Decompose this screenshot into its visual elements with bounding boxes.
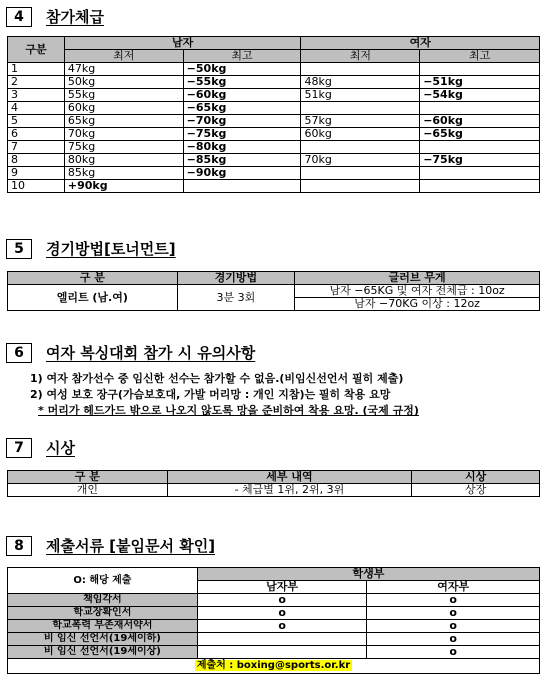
male-mark: o <box>197 607 367 620</box>
glove-weight-1: 남자 −65KG 및 여자 전체급 : 10oz <box>295 285 540 298</box>
header-female: 여자부 <box>367 581 540 594</box>
table-row <box>8 128 540 141</box>
header-glove: 글러브 무게 <box>295 272 540 285</box>
section-number: 7 <box>6 438 32 458</box>
document-name: 책임각서 <box>8 594 198 607</box>
female-max <box>420 167 540 180</box>
section-title: 여자 복싱대회 참가 시 유의사항 <box>46 344 256 362</box>
section-title: 참가체급 <box>46 8 104 26</box>
document-name: 학교폭력 부존재서약서 <box>8 620 198 633</box>
document-name: 비 임신 선언서(19세이하) <box>8 633 198 646</box>
submit-row <box>8 659 540 674</box>
female-mark: o <box>367 620 540 633</box>
section-number: 5 <box>6 239 32 259</box>
award-table <box>7 470 540 497</box>
table-row <box>8 180 540 193</box>
class-no: 1 <box>8 63 65 76</box>
detail-cell: - 체급별 1위, 2위, 3위 <box>167 484 412 497</box>
header-max: 최고 <box>183 50 301 63</box>
male-max: −55kg <box>183 76 301 89</box>
female-min <box>301 180 420 193</box>
header-group: 구분 <box>8 37 65 63</box>
female-max <box>420 102 540 115</box>
class-no: 5 <box>8 115 65 128</box>
female-mark: o <box>367 594 540 607</box>
section-title: 시상 <box>46 439 75 457</box>
female-min <box>301 102 420 115</box>
female-max <box>420 180 540 193</box>
female-mark: o <box>367 607 540 620</box>
female-max: −60kg <box>420 115 540 128</box>
header-female: 여자 <box>301 37 540 50</box>
male-max: −90kg <box>183 167 301 180</box>
section-4-heading <box>6 6 104 27</box>
class-no: 6 <box>8 128 65 141</box>
section-7-heading <box>6 437 75 458</box>
document-name: 학교장확인서 <box>8 607 198 620</box>
class-no: 3 <box>8 89 65 102</box>
male-max: −85kg <box>183 154 301 167</box>
class-no: 4 <box>8 102 65 115</box>
class-no: 9 <box>8 167 65 180</box>
section-number: 4 <box>6 7 32 27</box>
class-no: 8 <box>8 154 65 167</box>
male-min: 80kg <box>64 154 183 167</box>
glove-weight-2: 남자 −70KG 이상 : 12oz <box>295 298 540 311</box>
header-male: 남자 <box>64 37 301 50</box>
section-title: 경기방법[토너먼트] <box>46 240 176 258</box>
female-max: −65kg <box>420 128 540 141</box>
match-method-table <box>7 271 540 311</box>
male-min: 47kg <box>64 63 183 76</box>
female-min <box>301 141 420 154</box>
table-row <box>8 633 540 646</box>
male-max: −50kg <box>183 63 301 76</box>
submit-address: 제출처 : boxing@sports.or.kr <box>196 660 351 671</box>
header-min: 최저 <box>301 50 420 63</box>
male-min: 75kg <box>64 141 183 154</box>
female-min: 70kg <box>301 154 420 167</box>
female-max: −51kg <box>420 76 540 89</box>
document-name: 비 임신 선언서(19세이상) <box>8 646 198 659</box>
legend-cell: O: 해당 제출 <box>8 568 198 594</box>
female-max <box>420 141 540 154</box>
male-min: 70kg <box>64 128 183 141</box>
female-min: 57kg <box>301 115 420 128</box>
male-min: 60kg <box>64 102 183 115</box>
table-row <box>8 154 540 167</box>
category-cell: 엘리트 (남.여) <box>8 285 178 311</box>
header-group: 구 분 <box>8 471 168 484</box>
table-row <box>8 102 540 115</box>
class-no: 10 <box>8 180 65 193</box>
table-row <box>8 115 540 128</box>
male-mark: o <box>197 594 367 607</box>
female-min <box>301 167 420 180</box>
section-number: 6 <box>6 343 32 363</box>
male-min: 50kg <box>64 76 183 89</box>
award-cell: 상장 <box>412 484 540 497</box>
table-row <box>8 167 540 180</box>
male-max: −70kg <box>183 115 301 128</box>
male-mark <box>197 646 367 659</box>
class-no: 7 <box>8 141 65 154</box>
female-max: −75kg <box>420 154 540 167</box>
female-min: 51kg <box>301 89 420 102</box>
male-min: +90kg <box>64 180 183 193</box>
female-min: 60kg <box>301 128 420 141</box>
female-mark: o <box>367 633 540 646</box>
documents-table <box>7 567 540 674</box>
table-row <box>8 620 540 633</box>
section-5-heading <box>6 238 176 259</box>
section-number: 8 <box>6 536 32 556</box>
notice-item: * 머리가 헤드가드 밖으로 나오지 않도록 망을 준비하여 착용 요망. (국제 규정) <box>38 404 419 417</box>
section-6-heading <box>6 342 255 363</box>
class-no: 2 <box>8 76 65 89</box>
table-row <box>8 607 540 620</box>
male-mark: o <box>197 620 367 633</box>
header-group: 구 분 <box>8 272 178 285</box>
section-title: 제출서류 [붙임문서 확인] <box>46 537 216 555</box>
header-max: 최고 <box>420 50 540 63</box>
male-min: 55kg <box>64 89 183 102</box>
header-award: 시상 <box>412 471 540 484</box>
female-max <box>420 63 540 76</box>
header-students: 학생부 <box>197 568 539 581</box>
male-max: −65kg <box>183 102 301 115</box>
male-max: −60kg <box>183 89 301 102</box>
category-cell: 개인 <box>8 484 168 497</box>
table-row <box>8 646 540 659</box>
male-mark <box>197 633 367 646</box>
table-row <box>8 594 540 607</box>
table-row <box>8 89 540 102</box>
header-detail: 세부 내역 <box>167 471 412 484</box>
female-mark: o <box>367 646 540 659</box>
section-8-heading <box>6 535 215 556</box>
table-row <box>8 63 540 76</box>
header-male: 남자부 <box>197 581 367 594</box>
female-min: 48kg <box>301 76 420 89</box>
header-min: 최저 <box>64 50 183 63</box>
male-min: 65kg <box>64 115 183 128</box>
male-min: 85kg <box>64 167 183 180</box>
male-max: −75kg <box>183 128 301 141</box>
table-row <box>8 76 540 89</box>
female-min <box>301 63 420 76</box>
notice-item: 1) 여자 참가선수 중 임신한 선수는 참가할 수 없음.(비임신선언서 필히 제출) <box>30 372 404 385</box>
female-max: −54kg <box>420 89 540 102</box>
header-method: 경기방법 <box>177 272 295 285</box>
table-row <box>8 141 540 154</box>
notice-item: 2) 여성 보호 장구(가슴보호대, 가발 머리망 : 개인 지참)는 필히 착용 요망 <box>30 388 391 401</box>
notice-list <box>30 371 419 419</box>
method-cell: 3분 3회 <box>177 285 295 311</box>
weight-class-table <box>7 36 540 193</box>
male-max <box>183 180 301 193</box>
male-max: −80kg <box>183 141 301 154</box>
